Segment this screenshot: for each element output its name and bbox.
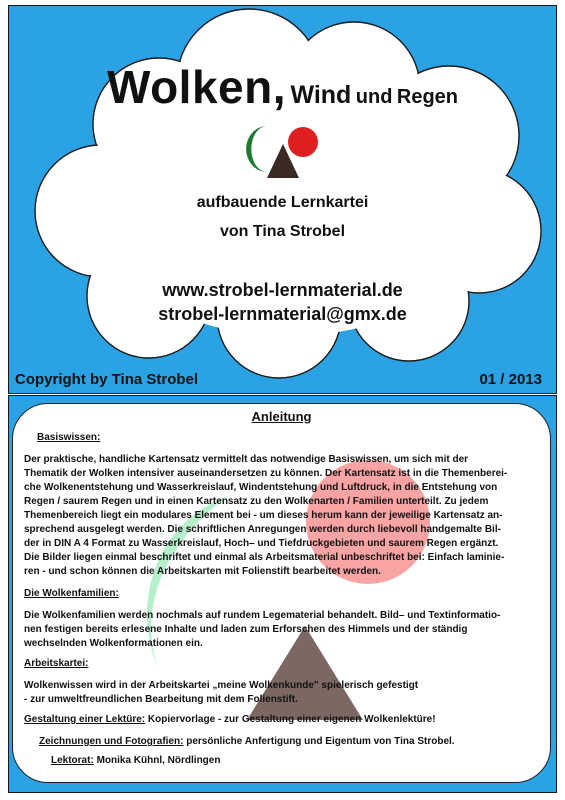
instructions-panel: [12, 403, 551, 783]
cover-author: von Tina Strobel: [219, 223, 346, 240]
title-word-und: und: [355, 86, 393, 108]
website-link[interactable]: www.strobel-lernmaterial.de: [162, 280, 403, 300]
drawings-label: Zeichnungen und Fotografien:: [39, 736, 184, 747]
editing-text: Monika Kühnl, Nördlingen: [93, 755, 221, 766]
basics-line: che Wolkenentstehung und Wasserkreislauf, Windentstehung und Luftdruck, in die Entstehung von: [24, 482, 498, 493]
reading-line: [24, 713, 544, 727]
editing-label: Lektorat:: [51, 755, 94, 766]
title-word-wind: Wind: [290, 81, 352, 109]
reading-text: Kopiervorlage - zur Gestaltung einer eigenen Wolkenlektüre!: [145, 714, 436, 725]
copyright-text: Copyright by Tina Strobel: [15, 371, 199, 388]
crescent-icon: [246, 126, 267, 172]
families-line: Die Wolkenfamilien werden nochmals auf rundem Legematerial behandelt. Bild– und Textinformatio-: [24, 610, 501, 621]
basics-line: der in DIN A 4 Format zu Wasserkreislauf, Hoch– und Tiefdruckgebieten und saurem Regen ergänzt.: [24, 538, 499, 549]
basics-label: Basiswissen:: [37, 432, 101, 443]
worksheet-line: Wolkenwissen wird in der Arbeitskartei „meine Wolkenkunde" spielerisch gefestigt: [24, 680, 419, 691]
title-word-regen: Regen: [396, 86, 459, 108]
drawings-line: [39, 735, 551, 749]
instructions-card: [8, 395, 557, 793]
issue-date: 01 / 2013: [479, 371, 542, 388]
cover-card: [8, 5, 557, 394]
basics-line: Themenbereich liegt ein modulares Element bei - um dieses herum kann der jeweilige Kartensatz an-: [24, 510, 503, 521]
basics-paragraph: [24, 453, 544, 579]
instructions-heading: Anleitung: [251, 409, 312, 424]
families-paragraph: [24, 609, 544, 651]
basics-line: Thematik der Wolken intensiver auseinandersetzen zu können. Der Kartensatz ist in die Themenberei-: [24, 468, 508, 479]
circle-icon: [288, 127, 318, 157]
worksheet-label: Arbeitskartei:: [24, 658, 89, 669]
basics-line: Regen / saurem Regen und in einen Kartensatz zu den Wolkenarten / Familien unterteilt. Zu jedem: [24, 496, 489, 507]
drawings-text: persönliche Anfertigung und Eigentum von Tina Strobel.: [183, 736, 455, 747]
reading-label: Gestaltung einer Lektüre:: [24, 714, 146, 725]
families-line: wechselnden Wolkenformationen ein.: [24, 638, 203, 649]
families-line: nen festigen bereits erlesene Inhalte und laden zum Erforschen des Himmels und der ständig: [24, 624, 468, 635]
editing-line: [51, 754, 551, 768]
basics-line: ren - und schon können die Arbeitskarten mit Folienstift bearbeitet werden.: [24, 566, 381, 577]
basics-line: Der praktische, handliche Kartensatz vermittelt das notwendige Basiswissen, um sich mit der: [24, 454, 469, 465]
logo: [237, 122, 327, 184]
worksheet-paragraph: [24, 679, 544, 707]
basics-line: sprechend ausgelegt werden. Die schriftlichen Anregungen werden durch liebevoll handgemalte Bil-: [24, 524, 501, 535]
email-link[interactable]: strobel-lernmaterial@gmx.de: [158, 304, 407, 324]
families-label: Die Wolkenfamilien:: [24, 588, 119, 599]
title-word-wolken: Wolken,: [106, 61, 286, 113]
cover-subtitle: aufbauende Lernkartei: [196, 194, 369, 211]
basics-line: Die Bilder liegen einmal beschriftet und einmal als Arbeitsmaterial unbeschriftet bei: Einfach laminie-: [24, 552, 505, 563]
worksheet-line: - zur umweltfreundlichen Bearbeitung mit dem Folienstift.: [24, 694, 298, 705]
cover-title: [9, 60, 556, 114]
instructions-text: [13, 404, 550, 782]
